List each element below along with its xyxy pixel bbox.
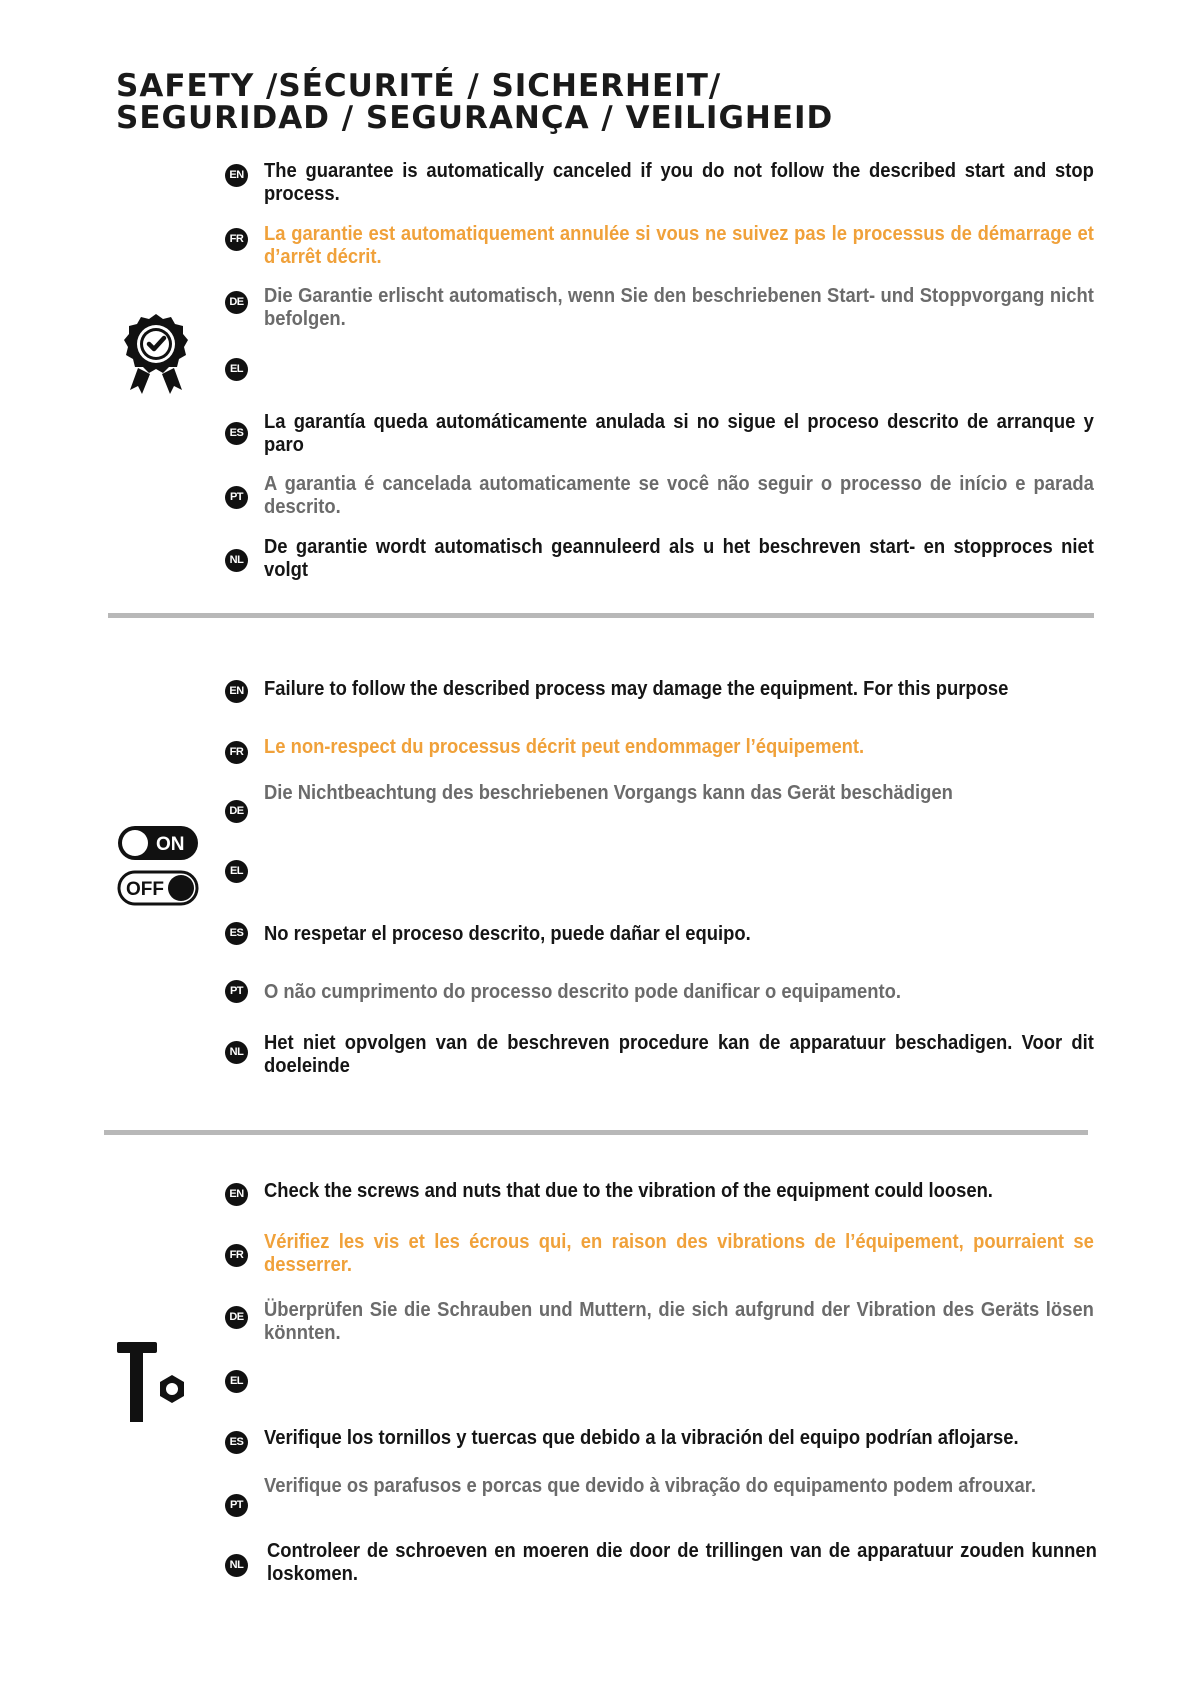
lang-badge-el: EL — [225, 1370, 248, 1393]
lang-badge-fr: FR — [225, 741, 248, 764]
lang-badge-de: DE — [225, 291, 248, 314]
lang-badge-el: EL — [225, 860, 248, 883]
screws-text-en: Check the screws and nuts that due to the vibration of the equipment could loosen. — [264, 1180, 993, 1202]
screws-text-pt: Verifique os parafusos e porcas que devido à vibração do equipamento podem afrouxar. — [264, 1475, 1036, 1497]
lang-badge-en: EN — [225, 164, 248, 187]
lang-badge-de: DE — [225, 1306, 248, 1329]
on-off-toggle-icon — [116, 824, 200, 908]
page-title — [116, 70, 833, 134]
screws-text-de: Überprüfen Sie die Schrauben und Muttern, die sich aufgrund der Vibration des Geräts lösen könnten. — [264, 1299, 1094, 1344]
lang-badge-es: ES — [225, 922, 248, 945]
lang-badge-es: ES — [225, 1431, 248, 1454]
page-title-line-1: SAFETY /SÉCURITÉ / SICHERHEIT/ — [116, 68, 722, 104]
screw-and-nut-icon — [114, 1336, 194, 1422]
lang-badge-pt: PT — [225, 486, 248, 509]
process-text-nl: Het niet opvolgen van de beschreven procedure kan de apparatuur beschadigen. Voor dit doeleinde — [264, 1032, 1094, 1077]
certified-badge-icon — [124, 312, 188, 394]
guarantee-text-de: Die Garantie erlischt automatisch, wenn Sie den beschriebenen Start- und Stoppvorgang nicht befolgen. — [264, 285, 1094, 330]
guarantee-text-en: The guarantee is automatically canceled if you do not follow the described start and stop process. — [264, 160, 1094, 205]
process-text-en: Failure to follow the described process may damage the equipment. For this purpose — [264, 678, 1009, 700]
page-title-line-2: SEGURIDAD / SEGURANÇA / VEILIGHEID — [116, 100, 834, 136]
process-text-pt: O não cumprimento do processo descrito pode danificar o equipamento. — [264, 981, 901, 1003]
toggle-off-label: OFF — [126, 879, 164, 900]
guarantee-text-fr: La garantie est automatiquement annulée si vous ne suivez pas le processus de démarrage et d’arrêt décrit. — [264, 223, 1094, 268]
section-divider-2 — [104, 1130, 1088, 1135]
guarantee-text-es: La garantía queda automáticamente anulada si no sigue el proceso descrito de arranque y paro — [264, 411, 1094, 456]
section-divider-1 — [108, 613, 1094, 618]
guarantee-text-nl: De garantie wordt automatisch geannuleerd als u het beschreven start- en stopproces niet volgt — [264, 536, 1094, 581]
guarantee-text-pt: A garantia é cancelada automaticamente se você não seguir o processo de início e parada descrito. — [264, 473, 1094, 518]
lang-badge-nl: NL — [225, 1554, 248, 1577]
screws-text-fr: Vérifiez les vis et les écrous qui, en raison des vibrations de l’équipement, pourraient se desserrer. — [264, 1231, 1094, 1276]
lang-badge-de: DE — [225, 800, 248, 823]
lang-badge-en: EN — [225, 1183, 248, 1206]
process-text-de: Die Nichtbeachtung des beschriebenen Vorgangs kann das Gerät beschädigen — [264, 782, 953, 804]
process-text-es: No respetar el proceso descrito, puede dañar el equipo. — [264, 923, 751, 945]
lang-badge-nl: NL — [225, 1041, 248, 1064]
screws-text-es: Verifique los tornillos y tuercas que debido a la vibración del equipo podrían aflojarse. — [264, 1427, 1019, 1449]
lang-badge-pt: PT — [225, 1494, 248, 1517]
toggle-on-label: ON — [156, 834, 185, 855]
lang-badge-el: EL — [225, 358, 248, 381]
lang-badge-en: EN — [225, 680, 248, 703]
lang-badge-es: ES — [225, 422, 248, 445]
lang-badge-fr: FR — [225, 228, 248, 251]
lang-badge-pt: PT — [225, 980, 248, 1003]
process-text-fr: Le non-respect du processus décrit peut endommager l’équipement. — [264, 736, 865, 758]
lang-badge-nl: NL — [225, 549, 248, 572]
screws-text-nl: Controleer de schroeven en moeren die door de trillingen van de apparatuur zouden kunnen loskomen. — [267, 1540, 1097, 1585]
lang-badge-fr: FR — [225, 1244, 248, 1267]
